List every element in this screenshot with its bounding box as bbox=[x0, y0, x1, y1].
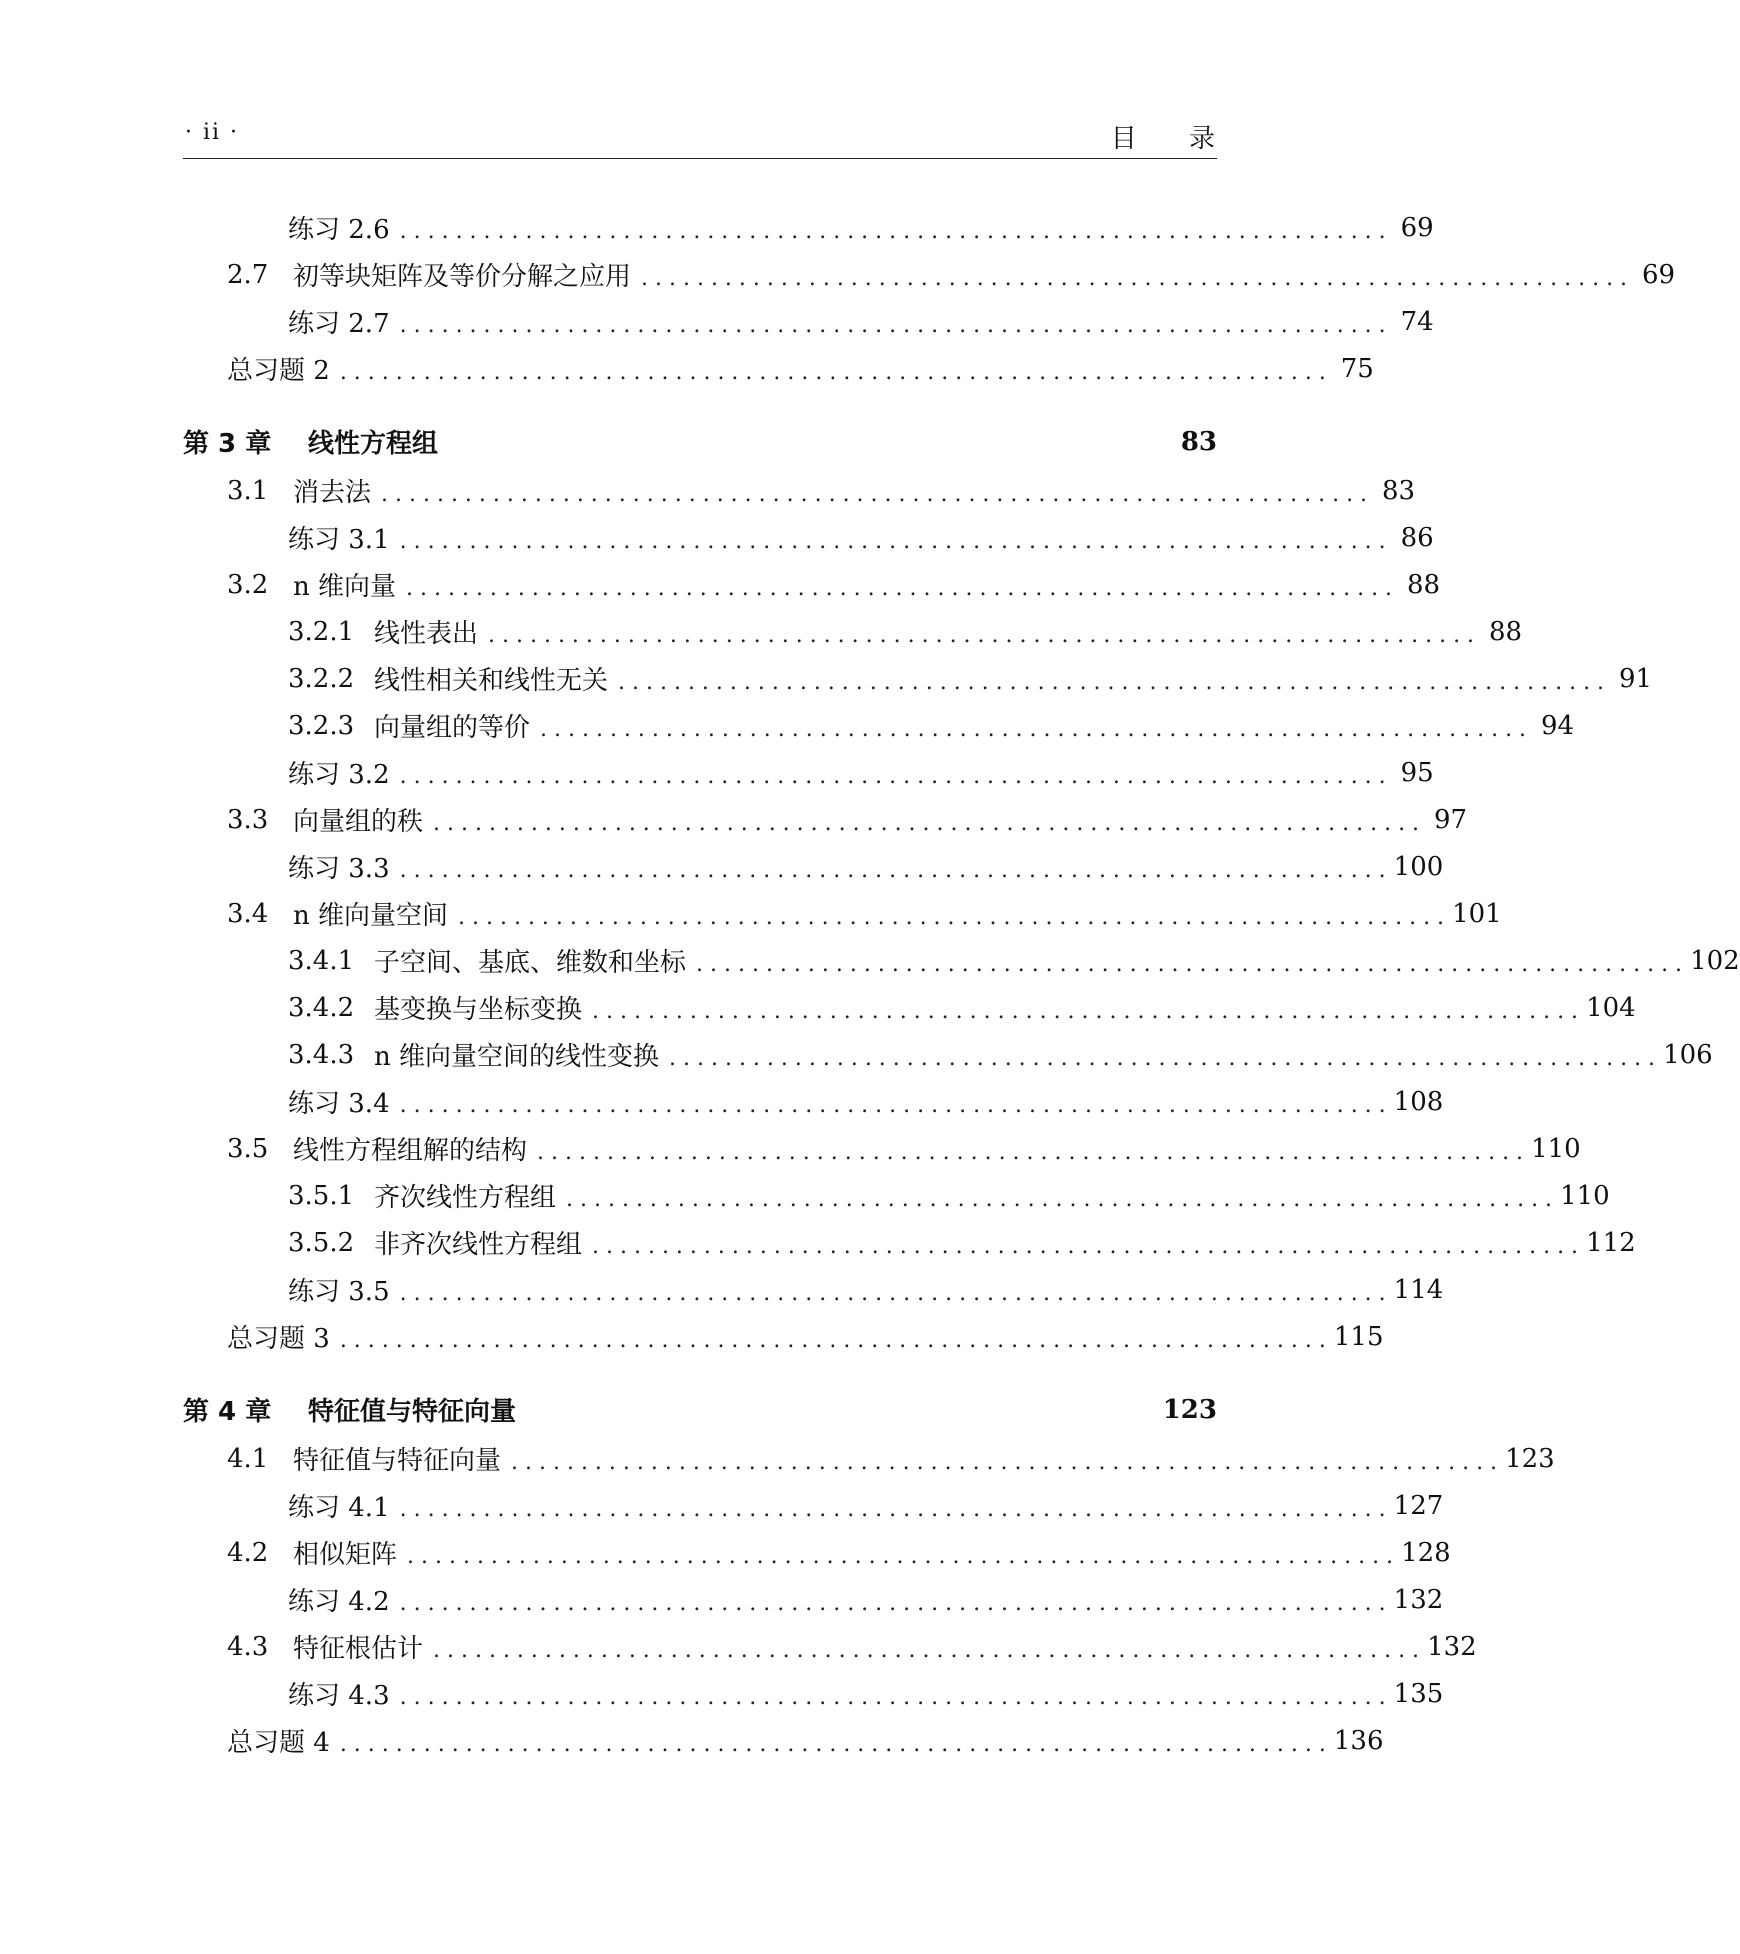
toc-entry-heading bbox=[288, 519, 396, 556]
toc-entry-page: 88 bbox=[1488, 616, 1523, 647]
toc-entry-heading bbox=[288, 1036, 665, 1073]
chapter-label: 第 4 章 bbox=[183, 1397, 272, 1427]
toc-entry-title: 子空间、基底、维数和坐标 bbox=[374, 948, 687, 978]
dot-leader: . . . . . . . . . . . . . . . . . . . . . . . . . . . . . . . . . . . . . . . . . . . . . . . . . . . . . . . . . . . . . . . . . . . . . . . bbox=[399, 1093, 1386, 1118]
toc-entry-page: 69 bbox=[1400, 212, 1434, 243]
toc-entry-page: 114 bbox=[1393, 1274, 1444, 1305]
toc-entry-page: 136 bbox=[1333, 1725, 1384, 1756]
toc-entry-page: 110 bbox=[1560, 1180, 1610, 1211]
toc-entry-heading bbox=[288, 1487, 396, 1524]
toc-entry-page: 69 bbox=[1641, 259, 1676, 290]
toc-entry-title: n 维向量 bbox=[293, 572, 397, 602]
toc-entry[interactable] bbox=[183, 1078, 1444, 1125]
toc-entry[interactable] bbox=[183, 204, 1434, 251]
toc-entry-title: 总习题 4 bbox=[227, 1728, 330, 1758]
toc-entry-page: 101 bbox=[1452, 898, 1502, 929]
toc-entry[interactable] bbox=[183, 251, 1676, 298]
toc-entry[interactable] bbox=[183, 1670, 1444, 1717]
toc-entry-page: 108 bbox=[1393, 1086, 1444, 1117]
toc-entry-number: 3.4 bbox=[227, 898, 269, 929]
toc-entry-number: 3.4.3 bbox=[288, 1039, 355, 1070]
toc-entry-number: 3.5.1 bbox=[288, 1180, 355, 1211]
dot-leader: . . . . . . . . . . . . . . . . . . . . . . . . . . . . . . . . . . . . . . . . . . . . . . . . . . . . . . . . . . . . . . . . . . . . . . . bbox=[407, 1544, 1394, 1569]
toc-entry[interactable] bbox=[183, 298, 1434, 345]
toc-entry-page: 102 bbox=[1690, 945, 1740, 976]
toc-entry-heading bbox=[288, 209, 396, 246]
toc-entry[interactable] bbox=[183, 655, 1653, 702]
chapter-page: 123 bbox=[1162, 1394, 1217, 1425]
chapter-title: 线性方程组 bbox=[308, 429, 439, 459]
toc-chapter-entry[interactable] bbox=[183, 1384, 1217, 1435]
toc-entry-title: 消去法 bbox=[293, 478, 372, 508]
toc-entry-page: 97 bbox=[1433, 804, 1468, 835]
dot-leader: . . . . . . . . . . . . . . . . . . . . . . . . . . . . . . . . . . . . . . . . . . . . . . . . . . . . . . . . . . . . . . . . . . . . . . . bbox=[339, 360, 1326, 385]
dot-leader: . . . . . . . . . . . . . . . . . . . . . . . . . . . . . . . . . . . . . . . . . . . . . . . . . . . . . . . . . . . . . . . . . . . . . . . bbox=[433, 811, 1420, 836]
dot-leader: . . . . . . . . . . . . . . . . . . . . . . . . . . . . . . . . . . . . . . . . . . . . . . . . . . . . . . . . . . . . . . . . . . . . . . . bbox=[592, 999, 1579, 1024]
dot-leader: . . . . . . . . . . . . . . . . . . . . . . . . . . . . . . . . . . . . . . . . . . . . . . . . . . . . . . . . . . . . . . . . . . . . . . . bbox=[399, 764, 1386, 789]
dot-leader: . . . . . . . . . . . . . . . . . . . . . . . . . . . . . . . . . . . . . . . . . . . . . . . . . . . . . . . . . . . . . . . . . . . . . . . bbox=[406, 576, 1393, 601]
toc-entry-heading bbox=[227, 1440, 507, 1477]
toc-entry[interactable] bbox=[183, 702, 1575, 749]
toc-entry-number: 3.5 bbox=[227, 1133, 269, 1164]
toc-entry-heading bbox=[288, 942, 692, 979]
toc-entry-title: 线性方程组解的结构 bbox=[293, 1136, 528, 1166]
toc-entry-heading bbox=[227, 350, 336, 387]
toc-entry-title: 练习 3.2 bbox=[288, 760, 390, 790]
toc-entry[interactable] bbox=[183, 984, 1636, 1031]
toc-entry-page: 86 bbox=[1400, 522, 1434, 553]
toc-entry-heading bbox=[288, 754, 396, 791]
dot-leader: . . . . . . . . . . . . . . . . . . . . . . . . . . . . . . . . . . . . . . . . . . . . . . . . . . . . . . . . . . . . . . . . . . . . . . . bbox=[399, 529, 1386, 554]
dot-leader: . . . . . . . . . . . . . . . . . . . . . . . . . . . . . . . . . . . . . . . . . . . . . . . . . . . . . . . . . . . . . . . . . . . . . . . bbox=[566, 1187, 1553, 1212]
toc-entry-heading bbox=[288, 303, 396, 340]
toc-entry[interactable] bbox=[183, 608, 1523, 655]
toc-entry-number: 3.4.1 bbox=[288, 945, 355, 976]
toc-entry-title: 向量组的等价 bbox=[374, 713, 531, 743]
dot-leader: . . . . . . . . . . . . . . . . . . . . . . . . . . . . . . . . . . . . . . . . . . . . . . . . . . . . . . . . . . . . . . . . . . . . . . . bbox=[399, 1281, 1386, 1306]
toc-entry[interactable] bbox=[183, 1623, 1477, 1670]
toc-entry[interactable] bbox=[183, 1266, 1444, 1313]
toc-entry-heading bbox=[288, 660, 614, 697]
toc-entry-heading bbox=[227, 256, 637, 293]
dot-leader: . . . . . . . . . . . . . . . . . . . . . . . . . . . . . . . . . . . . . . . . . . . . . . . . . . . . . . . . . . . . . . . . . . . . . . . bbox=[458, 905, 1445, 930]
toc-entry-heading bbox=[288, 989, 588, 1026]
toc-entry-title: n 维向量空间的线性变换 bbox=[374, 1042, 660, 1072]
toc-entry[interactable] bbox=[183, 1125, 1581, 1172]
toc-entry-title: 基变换与坐标变换 bbox=[374, 995, 583, 1025]
toc-entry-heading bbox=[227, 472, 377, 509]
toc-entry[interactable] bbox=[183, 796, 1468, 843]
toc-entry-heading bbox=[227, 1628, 429, 1665]
toc-entry-page: 94 bbox=[1540, 710, 1575, 741]
dot-leader: . . . . . . . . . . . . . . . . . . . . . . . . . . . . . . . . . . . . . . . . . . . . . . . . . . . . . . . . . . . . . . . . . . . . . . . bbox=[488, 623, 1475, 648]
toc-entry-number: 3.5.2 bbox=[288, 1227, 355, 1258]
toc-entry-page: 110 bbox=[1531, 1133, 1581, 1164]
toc-entry-heading bbox=[227, 801, 429, 838]
page-number-label: · ii · bbox=[185, 120, 240, 145]
toc-entry-number: 3.2 bbox=[227, 569, 269, 600]
chapter-heading bbox=[183, 423, 444, 460]
toc-entry-heading bbox=[227, 1534, 403, 1571]
toc-entry-page: 104 bbox=[1586, 992, 1636, 1023]
toc-entry-title: 非齐次线性方程组 bbox=[374, 1230, 583, 1260]
toc-entry[interactable] bbox=[183, 467, 1416, 514]
toc-entry-heading bbox=[288, 707, 536, 744]
toc-entry-page: 106 bbox=[1663, 1039, 1713, 1070]
toc-entry-number: 3.3 bbox=[227, 804, 269, 835]
toc-entry-heading bbox=[227, 1318, 336, 1355]
toc-entry-page: 132 bbox=[1427, 1631, 1477, 1662]
toc-entry[interactable] bbox=[183, 1031, 1713, 1078]
toc-entry-heading bbox=[227, 895, 454, 932]
toc-entry[interactable] bbox=[183, 749, 1434, 796]
toc-entry-title: 特征根估计 bbox=[293, 1634, 424, 1664]
toc-entry-page: 128 bbox=[1401, 1537, 1451, 1568]
toc-entry-page: 91 bbox=[1618, 663, 1653, 694]
toc-entry-title: 总习题 3 bbox=[227, 1324, 330, 1354]
dot-leader: . . . . . . . . . . . . . . . . . . . . . . . . . . . . . . . . . . . . . . . . . . . . . . . . . . . . . . . . . . . . . . . . . . . . . . . bbox=[540, 717, 1527, 742]
toc-entry-page: 100 bbox=[1393, 851, 1444, 882]
toc-entry-page: 123 bbox=[1505, 1443, 1555, 1474]
toc-entry-page: 135 bbox=[1393, 1678, 1444, 1709]
chapter-page: 83 bbox=[1180, 426, 1217, 457]
toc-entry-number: 3.1 bbox=[227, 475, 269, 506]
toc-entry[interactable] bbox=[183, 1482, 1444, 1529]
toc-entry[interactable] bbox=[183, 561, 1441, 608]
toc-entry-page: 115 bbox=[1333, 1321, 1384, 1352]
toc-entry-title: 练习 3.1 bbox=[288, 525, 390, 555]
dot-leader: . . . . . . . . . . . . . . . . . . . . . . . . . . . . . . . . . . . . . . . . . . . . . . . . . . . . . . . . . . . . . . . . . . . . . . . bbox=[399, 858, 1386, 883]
toc-entry-heading bbox=[288, 1581, 396, 1618]
dot-leader: . . . . . . . . . . . . . . . . . . . . . . . . . . . . . . . . . . . . . . . . . . . . . . . . . . . . . . . . . . . . . . . . . . . . . . . bbox=[339, 1328, 1326, 1353]
toc-entry-title: 练习 4.1 bbox=[288, 1493, 390, 1523]
toc-entry-title: 练习 2.7 bbox=[288, 309, 390, 339]
toc-entry-title: 总习题 2 bbox=[227, 356, 330, 386]
chapter-title: 特征值与特征向量 bbox=[308, 1397, 517, 1427]
toc-entry-title: 练习 2.6 bbox=[288, 215, 390, 245]
toc-entry[interactable] bbox=[183, 1717, 1384, 1764]
dot-leader: . . . . . . . . . . . . . . . . . . . . . . . . . . . . . . . . . . . . . . . . . . . . . . . . . . . . . . . . . . . . . . . . . . . . . . . bbox=[696, 952, 1683, 977]
toc-entry-page: 75 bbox=[1340, 353, 1374, 384]
toc-entry-page: 127 bbox=[1393, 1490, 1444, 1521]
toc-entry[interactable] bbox=[183, 1313, 1384, 1360]
dot-leader: . . . . . . . . . . . . . . . . . . . . . . . . . . . . . . . . . . . . . . . . . . . . . . . . . . . . . . . . . . . . . . . . . . . . . . . bbox=[433, 1638, 1420, 1663]
dot-leader: . . . . . . . . . . . . . . . . . . . . . . . . . . . . . . . . . . . . . . . . . . . . . . . . . . . . . . . . . . . . . . . . . . . . . . . bbox=[537, 1140, 1524, 1165]
dot-leader: . . . . . . . . . . . . . . . . . . . . . . . . . . . . . . . . . . . . . . . . . . . . . . . . . . . . . . . . . . . . . . . . . . . . . . . bbox=[399, 1685, 1386, 1710]
toc-entry[interactable] bbox=[183, 345, 1374, 392]
toc-entry-number: 3.2.1 bbox=[288, 616, 355, 647]
chapter-label: 第 3 章 bbox=[183, 429, 272, 459]
toc-entry-heading bbox=[288, 1083, 396, 1120]
toc-entry-title: 练习 3.4 bbox=[288, 1089, 390, 1119]
toc-entry-page: 74 bbox=[1400, 306, 1434, 337]
toc-entry-number: 3.2.3 bbox=[288, 710, 355, 741]
dot-leader: . . . . . . . . . . . . . . . . . . . . . . . . . . . . . . . . . . . . . . . . . . . . . . . . . . . . . . . . . . . . . . . . . . . . . . . bbox=[592, 1234, 1579, 1259]
toc-entry[interactable] bbox=[183, 890, 1502, 937]
dot-leader: . . . . . . . . . . . . . . . . . . . . . . . . . . . . . . . . . . . . . . . . . . . . . . . . . . . . . . . . . . . . . . . . . . . . . . . bbox=[641, 266, 1628, 291]
toc-entry-heading bbox=[288, 1675, 396, 1712]
section-title: 目 录 bbox=[1110, 124, 1237, 154]
toc-entry-heading bbox=[288, 1224, 588, 1261]
toc-entry-title: 线性表出 bbox=[374, 619, 479, 649]
toc-entry[interactable] bbox=[183, 1172, 1610, 1219]
toc-entry-number: 2.7 bbox=[227, 259, 269, 290]
toc-entry-number: 4.2 bbox=[227, 1537, 269, 1568]
toc-entry-heading bbox=[288, 1177, 562, 1214]
toc-entry-title: 练习 4.3 bbox=[288, 1681, 390, 1711]
toc-entry-page: 132 bbox=[1393, 1584, 1444, 1615]
toc-entry[interactable] bbox=[183, 843, 1444, 890]
toc-entry-heading bbox=[227, 566, 402, 603]
toc-entry[interactable] bbox=[183, 1219, 1636, 1266]
toc-entry-title: 特征值与特征向量 bbox=[293, 1446, 502, 1476]
toc-entry-heading bbox=[288, 848, 396, 885]
toc-entry-title: 向量组的秩 bbox=[293, 807, 424, 837]
toc-entry-page: 95 bbox=[1400, 757, 1434, 788]
toc-entry-page: 112 bbox=[1586, 1227, 1636, 1258]
dot-leader: . . . . . . . . . . . . . . . . . . . . . . . . . . . . . . . . . . . . . . . . . . . . . . . . . . . . . . . . . . . . . . . . . . . . . . . bbox=[339, 1732, 1326, 1757]
toc-entry-title: 相似矩阵 bbox=[293, 1540, 398, 1570]
toc-entry-number: 4.1 bbox=[227, 1443, 269, 1474]
dot-leader: . . . . . . . . . . . . . . . . . . . . . . . . . . . . . . . . . . . . . . . . . . . . . . . . . . . . . . . . . . . . . . . . . . . . . . . bbox=[381, 482, 1368, 507]
toc-entry-page: 88 bbox=[1406, 569, 1441, 600]
toc-entry-title: 线性相关和线性无关 bbox=[374, 666, 609, 696]
toc-entry-heading bbox=[227, 1130, 533, 1167]
running-header bbox=[183, 118, 1237, 159]
dot-leader: . . . . . . . . . . . . . . . . . . . . . . . . . . . . . . . . . . . . . . . . . . . . . . . . . . . . . . . . . . . . . . . . . . . . . . . bbox=[399, 313, 1386, 338]
toc-chapter-entry[interactable] bbox=[183, 416, 1217, 467]
toc-entry[interactable] bbox=[183, 1576, 1444, 1623]
dot-leader: . . . . . . . . . . . . . . . . . . . . . . . . . . . . . . . . . . . . . . . . . . . . . . . . . . . . . . . . . . . . . . . . . . . . . . . bbox=[669, 1046, 1656, 1071]
toc-entry-number: 3.4.2 bbox=[288, 992, 355, 1023]
table-of-contents bbox=[183, 204, 1740, 1764]
toc-entry[interactable] bbox=[183, 937, 1740, 984]
toc-entry[interactable] bbox=[183, 514, 1434, 561]
toc-entry-title: 练习 3.5 bbox=[288, 1277, 390, 1307]
toc-entry-title: 初等块矩阵及等价分解之应用 bbox=[293, 262, 632, 292]
toc-entry-number: 4.3 bbox=[227, 1631, 269, 1662]
toc-entry[interactable] bbox=[183, 1435, 1555, 1482]
toc-entry-title: 练习 3.3 bbox=[288, 854, 390, 884]
toc-entry[interactable] bbox=[183, 1529, 1451, 1576]
toc-entry-number: 3.2.2 bbox=[288, 663, 355, 694]
toc-entry-title: n 维向量空间 bbox=[293, 901, 449, 931]
toc-entry-page: 83 bbox=[1381, 475, 1416, 506]
chapter-heading bbox=[183, 1391, 522, 1428]
dot-leader: . . . . . . . . . . . . . . . . . . . . . . . . . . . . . . . . . . . . . . . . . . . . . . . . . . . . . . . . . . . . . . . . . . . . . . . bbox=[618, 670, 1605, 695]
toc-entry-title: 练习 4.2 bbox=[288, 1587, 390, 1617]
dot-leader: . . . . . . . . . . . . . . . . . . . . . . . . . . . . . . . . . . . . . . . . . . . . . . . . . . . . . . . . . . . . . . . . . . . . . . . bbox=[399, 1591, 1386, 1616]
dot-leader: . . . . . . . . . . . . . . . . . . . . . . . . . . . . . . . . . . . . . . . . . . . . . . . . . . . . . . . . . . . . . . . . . . . . . . . bbox=[399, 1497, 1386, 1522]
toc-entry-heading bbox=[227, 1722, 336, 1759]
toc-entry-title: 齐次线性方程组 bbox=[374, 1183, 557, 1213]
dot-leader: . . . . . . . . . . . . . . . . . . . . . . . . . . . . . . . . . . . . . . . . . . . . . . . . . . . . . . . . . . . . . . . . . . . . . . . bbox=[399, 219, 1386, 244]
toc-entry-heading bbox=[288, 1271, 396, 1308]
dot-leader: . . . . . . . . . . . . . . . . . . . . . . . . . . . . . . . . . . . . . . . . . . . . . . . . . . . . . . . . . . . . . . . . . . . . . . . bbox=[511, 1450, 1498, 1475]
toc-entry-heading bbox=[288, 613, 484, 650]
